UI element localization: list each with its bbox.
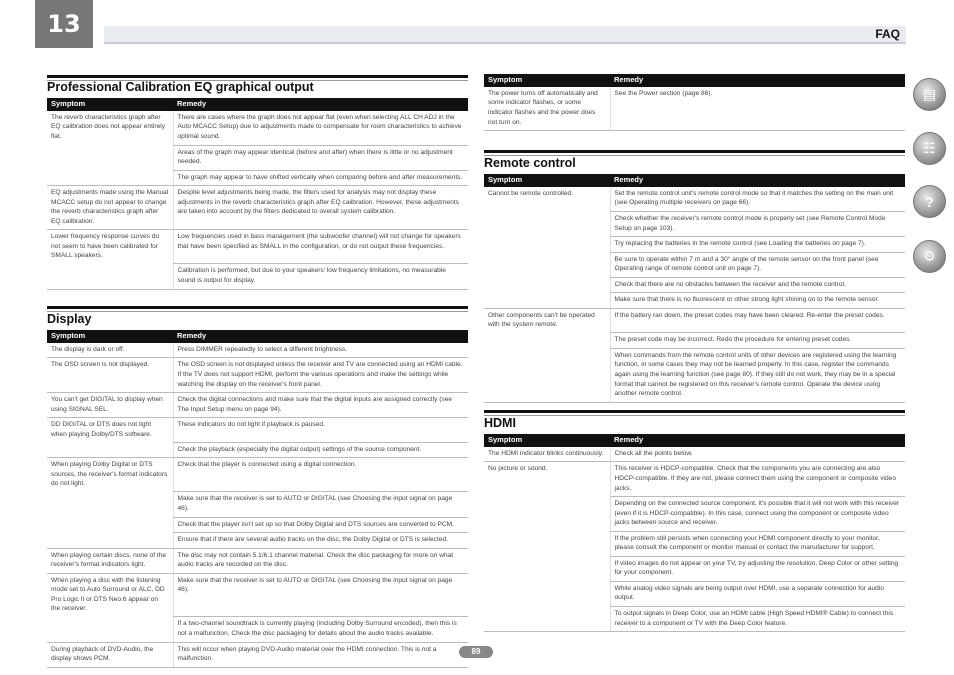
remedy-cell: The preset code may be incorrect. Redo the procedure for entering preset codes. xyxy=(610,333,905,349)
receiver-icon[interactable]: ? xyxy=(913,185,946,218)
symptom-cell: When playing Dolby Digital or DTS sources, the receiver's format indicators do not light. xyxy=(51,461,168,488)
remedy-cell: The disc may not contain 5.1/6.1 channel material. Check the disc packaging for more on what audio tracks are recorded on the disc. xyxy=(173,548,468,573)
remedy-cell: Check the playback (especially the digital output) settings of the source component. xyxy=(173,442,468,458)
table-row xyxy=(484,293,905,309)
table-row xyxy=(47,458,468,492)
table-row xyxy=(484,87,905,131)
book-icon[interactable]: ▤ xyxy=(913,78,946,111)
remedy-cell: Make sure that the receiver is set to AUTO or DIGITAL (see Choosing the input signal on page 46). xyxy=(173,573,468,617)
remedy-cell: If video images do not appear on your TV, try adjusting the resolution, Deep Color or other setting for your component. xyxy=(610,556,905,581)
remedy-cell: Check all the points below. xyxy=(610,447,905,462)
symptom-cell xyxy=(484,556,610,581)
remedy-cell: Check the digital connections and make sure that the digital inputs are assigned correctly (see The Input Setup menu on page 94). xyxy=(173,393,468,418)
remedy-cell: Check that the player is connected using a digital connection. xyxy=(173,458,468,492)
table-row xyxy=(47,264,468,289)
symptom-header: Symptom xyxy=(484,174,610,187)
remedy-cell: This will occur when playing DVD-Audio material over the HDMI connection. This is not a malfunction. xyxy=(173,642,468,667)
remedy-header: Remedy xyxy=(173,330,468,343)
table-row xyxy=(47,548,468,573)
symptom-cell xyxy=(47,492,173,517)
table-row xyxy=(47,111,468,145)
table-header-row xyxy=(47,98,468,111)
symptom-cell xyxy=(47,264,173,289)
table-header-row xyxy=(484,74,905,87)
remedy-cell: To output signals in Deep Color, use an HDMI cable (High Speed HDMI® Cable) to connect this receiver to a component or TV with the Deep Color feature. xyxy=(610,606,905,631)
symptom-cell: The HDMI indicator blinks continuously. xyxy=(484,447,610,462)
remedy-cell: Set the remote control unit's remote control mode so that it matches the setting on the main unit (see Operating multiple receivers on page 66). xyxy=(610,187,905,212)
table-row xyxy=(484,187,905,212)
table-row xyxy=(484,581,905,606)
remedy-cell: See the Power section (page 86). xyxy=(610,87,905,131)
table-header-row xyxy=(47,330,468,343)
symptom-cell: EQ adjustments made using the Manual MCACC setup do not appear to change the reverb characteristics graph after EQ calibration. xyxy=(47,186,173,230)
table-row xyxy=(47,517,468,533)
remedy-cell: There are cases where the graph does not appear flat (even when selecting ALL CH ADJ in the Auto MCACC Setup) due to adjustments made to compensate for room characteristics to achieve optimal sound. xyxy=(173,111,468,145)
symptom-cell xyxy=(47,533,173,549)
symptom-cell xyxy=(484,211,610,236)
table-row xyxy=(47,418,468,443)
table-row xyxy=(484,277,905,293)
symptom-header: Symptom xyxy=(47,98,173,111)
symptom-cell xyxy=(47,145,173,170)
remote-title: Remote control xyxy=(484,156,576,170)
remedy-header: Remedy xyxy=(610,174,905,187)
symptom-cell xyxy=(484,581,610,606)
power-table xyxy=(484,74,905,131)
table-row xyxy=(484,556,905,581)
table-row xyxy=(484,252,905,277)
section-rule xyxy=(47,75,468,78)
symptom-cell xyxy=(484,333,610,349)
symptom-cell: DD DIGITAL or DTS does not light when playing Dolby/DTS software. xyxy=(51,421,152,438)
table-row xyxy=(47,186,468,230)
symptom-cell xyxy=(484,252,610,277)
symptom-cell: The OSD screen is not displayed. xyxy=(47,358,173,393)
table-row xyxy=(484,447,905,462)
page-number: 89 xyxy=(459,646,493,658)
table-row xyxy=(47,230,468,264)
remedy-cell: Low frequencies used in bass management (the subwoofer channel) will not change for speakers that have been specified as SMALL in the configuration, or do not output these frequencies. xyxy=(173,230,468,264)
symptom-header: Symptom xyxy=(484,434,610,447)
table-row xyxy=(47,393,468,418)
symptom-cell xyxy=(484,277,610,293)
remedy-cell: Press DIMMER repeatedly to select a different brightness. xyxy=(173,343,468,358)
table-header-row xyxy=(484,434,905,447)
calibration-title: Professional Calibration EQ graphical output xyxy=(47,80,314,94)
table-row xyxy=(484,237,905,253)
display-table xyxy=(47,330,468,668)
symptom-cell: Cannot be remote controlled. xyxy=(488,189,574,197)
remedy-cell: Try replacing the batteries in the remote control (see Loading the batteries on page 7). xyxy=(610,237,905,253)
symptom-cell: No picture or sound. xyxy=(488,465,548,473)
symptom-cell xyxy=(484,497,610,532)
remedy-cell: Make sure that there is no fluorescent or other strong light shining on to the remote sensor. xyxy=(610,293,905,309)
remedy-cell: Check whether the receiver's remote control mode is properly set (see Remote Control Mode Setup on page 103). xyxy=(610,211,905,236)
symptom-cell: You can't get DIGITAL to display when using SIGNAL SEL. xyxy=(47,393,173,418)
symptom-cell xyxy=(47,170,173,186)
symptom-cell xyxy=(484,606,610,631)
table-row xyxy=(484,211,905,236)
table-header-row xyxy=(484,174,905,187)
remote-table xyxy=(484,174,905,403)
remedy-cell: Be sure to operate within 7 m and a 30° angle of the remote sensor on the front panel (see Operating range of remote control unit on page 7). xyxy=(610,252,905,277)
section-rule xyxy=(484,410,905,413)
section-rule xyxy=(484,150,905,153)
remedy-cell: Check that the player isn't set up so that Dolby Digital and DTS sources are converted to PCM. xyxy=(173,517,468,533)
table-row xyxy=(47,442,468,458)
symptom-cell: The display is dark or off. xyxy=(47,343,173,358)
display-title: Display xyxy=(47,312,92,326)
hdmi-table xyxy=(484,434,905,632)
symptom-cell: When playing certain discs, none of the receiver's format indicators light. xyxy=(47,548,173,573)
remedy-cell: If the battery ran down, the preset codes may have been cleared. Re-enter the preset codes. xyxy=(610,308,905,333)
section-rule xyxy=(47,306,468,309)
remedy-header: Remedy xyxy=(610,434,905,447)
table-row xyxy=(47,642,468,667)
chapter-number: 13 xyxy=(35,0,93,48)
symptom-header: Symptom xyxy=(47,330,173,343)
tools-icon[interactable]: ⚙ xyxy=(913,240,946,273)
symptom-header: Symptom xyxy=(484,74,610,87)
symptom-cell xyxy=(484,237,610,253)
table-row xyxy=(484,531,905,556)
remedy-cell: The OSD screen is not displayed unless the receiver and TV are connected using an HDMI cable. If the TV does not support HDMI, perform the various operations and make the settings while watching the display on the receiver's front panel. xyxy=(173,358,468,393)
hdmi-title: HDMI xyxy=(484,416,516,430)
table-row xyxy=(484,462,905,497)
table-row xyxy=(484,308,905,333)
table-row xyxy=(47,492,468,517)
remedy-cell: Ensure that if there are several audio tracks on the disc, the Dolby Digital or DTS is selected. xyxy=(173,533,468,549)
section-header-bar xyxy=(104,26,906,44)
section-label: FAQ xyxy=(875,27,900,41)
table-row xyxy=(47,343,468,358)
remedy-cell: When commands from the remote control units of other devices are registered using the learning function, in some cases they may not be learned properly. In this case, register the commands again using the learning function (see page 80). If they still do not work, they may be in a special format that cannot be registered on this receiver's remote control. Operate the device using another remote control. xyxy=(610,348,905,402)
table-row xyxy=(47,170,468,186)
symptom-cell: The reverb characteristics graph after EQ calibration does not appear entirely flat. xyxy=(51,113,165,140)
remedy-cell: Depending on the connected source component, it's possible that it will not work with this receiver (even if it is HDCP-compatible). In this case, connect using the component or composite video jacks between source and receiver. xyxy=(610,497,905,532)
remedy-cell: Check that there are no obstacles between the receiver and the remote control. xyxy=(610,277,905,293)
remedy-cell: Areas of the graph may appear identical (before and after) when there is little or no adjustment needed. xyxy=(173,145,468,170)
remedy-cell: This receiver is HDCP-compatible. Check that the components you are connecting are also HDCP-compatible. If they are not, please connect them using the component or composite video jacks. xyxy=(610,462,905,497)
table-row xyxy=(47,358,468,393)
table-row xyxy=(47,533,468,549)
remedy-header: Remedy xyxy=(610,74,905,87)
table-row xyxy=(484,348,905,402)
table-row xyxy=(47,145,468,170)
calibration-table xyxy=(47,98,468,290)
table-row xyxy=(47,573,468,617)
remedy-cell: Make sure that the receiver is set to AUTO or DIGITAL (see Choosing the input signal on page 46). xyxy=(173,492,468,517)
symptom-cell: Other components can't be operated with the system remote. xyxy=(488,311,595,329)
symptom-cell: When playing a disc with the listening mode set to Auto Surround or ALC, DD Pro Logic II or DTS Neo:6 appear on the receiver. xyxy=(51,576,165,613)
remedy-cell: If a two-channel soundtrack is currently playing (including Dolby Surround encoded), then this is not a malfunction. Check the disc packaging for details about the audio tracks available. xyxy=(173,617,468,642)
symptom-cell xyxy=(484,348,610,402)
remedy-cell: The graph may appear to have shifted vertically when comparing before and after measurements. xyxy=(173,170,468,186)
symptom-cell: During playback of DVD-Audio, the display shows PCM. xyxy=(47,642,173,667)
symptom-cell xyxy=(484,293,610,309)
remedy-cell: These indicators do not light if playback is paused. xyxy=(173,418,468,443)
remedy-cell: Despite level adjustments being made, the filters used for analysis may not display these adjustments in the reverb characteristics graph after EQ calibration. However, these adjustments are taken into account by the filters dedicated to overall system calibration. xyxy=(173,186,468,230)
remote-icon[interactable]: ☷ xyxy=(913,132,946,165)
table-row xyxy=(484,333,905,349)
table-row xyxy=(484,497,905,532)
table-row xyxy=(47,617,468,642)
symptom-cell: Lower frequency response curves do not seem to have been calibrated for SMALL speakers. xyxy=(51,233,160,260)
remedy-cell: If the problem still persists when connecting your HDMI component directly to your monitor, please consult the component or monitor manual or contact the manufacturer for support. xyxy=(610,531,905,556)
symptom-cell xyxy=(47,517,173,533)
remedy-header: Remedy xyxy=(173,98,468,111)
remedy-cell: Calibration is performed, but due to your speakers' low frequency limitations, no measurable sound is output for display. xyxy=(173,264,468,289)
symptom-cell xyxy=(47,617,173,642)
remedy-cell: While analog video signals are being output over HDMI, use a separate connection for audio output. xyxy=(610,581,905,606)
table-row xyxy=(484,606,905,631)
symptom-cell xyxy=(484,531,610,556)
symptom-cell xyxy=(47,442,173,458)
symptom-cell: The power turns off automatically and some indicator flashes, or some indicator flashes and the power does not turn on. xyxy=(484,87,610,131)
